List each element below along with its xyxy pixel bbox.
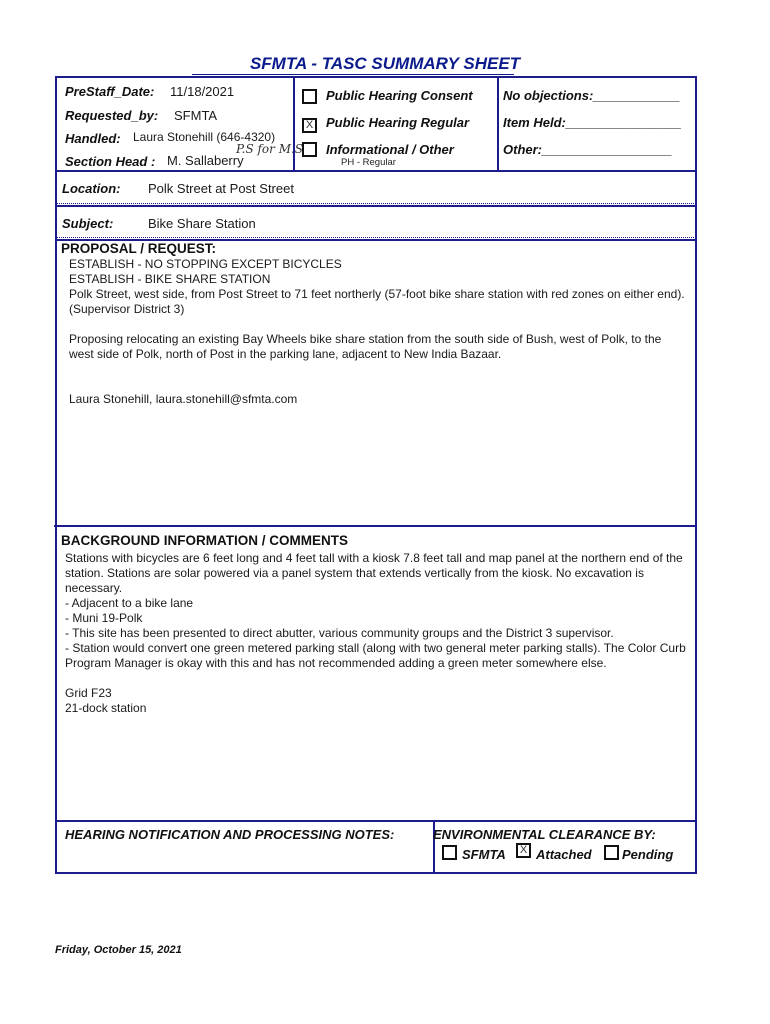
requested-by-label: Requested_by: — [65, 108, 159, 123]
public-hearing-regular-label: Public Hearing Regular — [326, 115, 470, 130]
proposal-contact: Laura Stonehill, laura.stonehill@sfmta.com — [69, 392, 298, 406]
prestaff-date-value: 11/18/2021 — [170, 84, 235, 99]
background-bottom-line — [56, 820, 696, 822]
location-value: Polk Street at Post Street — [148, 181, 294, 196]
informational-other-checkbox[interactable] — [302, 142, 317, 157]
attached-checkbox[interactable]: X — [516, 843, 531, 858]
proposal-line: ESTABLISH - NO STOPPING EXCEPT BICYCLES — [69, 257, 342, 271]
proposal-line: (Supervisor District 3) — [69, 302, 185, 316]
environmental-clearance-label: ENVIRONMENTAL CLEARANCE BY: — [433, 827, 656, 842]
pending-checkbox[interactable] — [604, 845, 619, 860]
requested-by-value: SFMTA — [174, 108, 218, 123]
section-head-label: Section Head : — [65, 154, 156, 169]
other-field[interactable]: Other:__________________ — [503, 142, 673, 157]
handwritten-signature-note: P.S for M.S — [236, 142, 304, 156]
proposal-paragraph: Proposing relocating an existing Bay Wheels bike share station from the south side of Bush, west of Polk, to the west side of Polk, north of Post in the parking lane, adjacent to New India Bazaar. — [69, 332, 662, 361]
no-objections-field[interactable]: No objections:____________ — [503, 88, 681, 103]
public-hearing-consent-label: Public Hearing Consent — [326, 88, 473, 103]
public-hearing-consent-checkbox[interactable] — [302, 89, 317, 104]
header-divider-2 — [497, 77, 499, 170]
sfmta-option-label: SFMTA — [462, 847, 506, 862]
dock-count: 21-dock station — [65, 701, 147, 715]
proposal-line: Polk Street, west side, from Post Street to 71 feet northerly (57-foot bike share station with red zones on either end). — [69, 287, 685, 301]
public-hearing-regular-checkbox[interactable]: X — [302, 118, 317, 133]
hearing-notes-label: HEARING NOTIFICATION AND PROCESSING NOTES: — [65, 827, 395, 842]
sfmta-checkbox[interactable] — [442, 845, 457, 860]
subject-label: Subject: — [62, 216, 114, 231]
location-bottom-line — [56, 205, 696, 207]
background-body — [65, 551, 689, 716]
handled-label: Handled: — [65, 131, 121, 146]
proposal-title: PROPOSAL / REQUEST: — [61, 241, 217, 256]
header-bottom-line — [56, 170, 696, 172]
location-label: Location: — [62, 181, 121, 196]
grid-reference: Grid F23 — [65, 686, 112, 700]
pending-option-label: Pending — [622, 847, 674, 862]
handled-value: Laura Stonehill (646-4320) — [133, 130, 276, 144]
section-head-value: M. Sallaberry — [167, 153, 244, 168]
background-line: - Muni 19-Polk — [65, 611, 143, 625]
prestaff-date-label: PreStaff_Date: — [65, 84, 155, 99]
footer-date: Friday, October 15, 2021 — [55, 944, 182, 956]
proposal-body — [69, 257, 689, 407]
background-line: Stations with bicycles are 6 feet long and 4 feet tall with a kiosk 7.8 feet tall and map panel at the northern end of the station. Stations are solar powered via a panel system that extends vertically from the kiosk. No excavation is necessary. — [65, 551, 683, 595]
informational-other-label: Informational / Other — [326, 142, 454, 157]
background-line: - Station would convert one green metered parking stall (along with two general meter parking stalls). The Color Curb Program Manager is okay with this and has not recommended adding a green meter somewhere else. — [65, 641, 686, 670]
background-title: BACKGROUND INFORMATION / COMMENTS — [61, 533, 348, 548]
attached-option-label: Attached — [536, 847, 592, 862]
title-underline — [192, 74, 514, 75]
background-line: - Adjacent to a bike lane — [65, 596, 194, 610]
header-divider-1 — [293, 77, 295, 170]
page-title: SFMTA - TASC SUMMARY SHEET — [249, 54, 521, 73]
subject-dotted-line — [56, 237, 696, 238]
proposal-bottom-line — [54, 525, 696, 527]
proposal-line: ESTABLISH - BIKE SHARE STATION — [69, 272, 271, 286]
hearing-type-note: PH - Regular — [341, 157, 396, 168]
subject-value: Bike Share Station — [148, 216, 256, 231]
location-dotted-line — [56, 203, 696, 204]
item-held-field[interactable]: Item Held:________________ — [503, 115, 682, 130]
background-line: - This site has been presented to direct abutter, various community groups and the District 3 supervisor. — [65, 626, 614, 640]
